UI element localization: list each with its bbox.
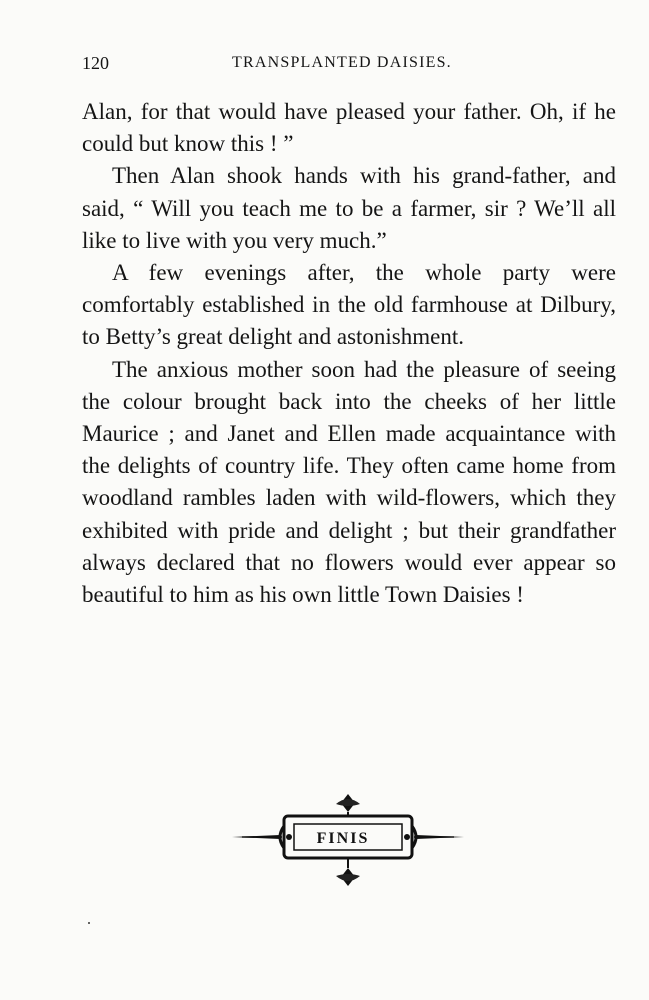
finis-label: FINIS [316, 830, 370, 847]
page-number: 120 [82, 53, 109, 73]
body-text [82, 96, 616, 611]
paragraph-1: Alan, for that would have pleased your father. Oh, if he could but know this ! ” [82, 99, 616, 157]
paragraph-3: A few evenings after, the whole party were comfortably established in the old farmhouse at Dilbury, to Betty’s great delight and astonishment. [82, 260, 616, 350]
print-speck [88, 922, 90, 924]
running-title: TRANSPLANTED DAISIES. [232, 54, 452, 71]
paragraph-2: Then Alan shook hands with his grand-father, and said, “ Will you teach me to be a farmer, sir ? We’ll all like to live with you very much.” [82, 163, 616, 253]
paragraph-4: The anxious mother soon had the pleasure of seeing the colour brought back into the cheeks of her little Maurice ; and Janet and Ellen made acquaintance with the delights of country life. They often came home from woodland rambles laden with wild-flowers, which they exhibited with pride and delight ; but their grandfather always declared that no flowers would ever appear so beautiful to him as his own little Town Daisies ! [82, 356, 616, 608]
page-header [82, 53, 616, 77]
